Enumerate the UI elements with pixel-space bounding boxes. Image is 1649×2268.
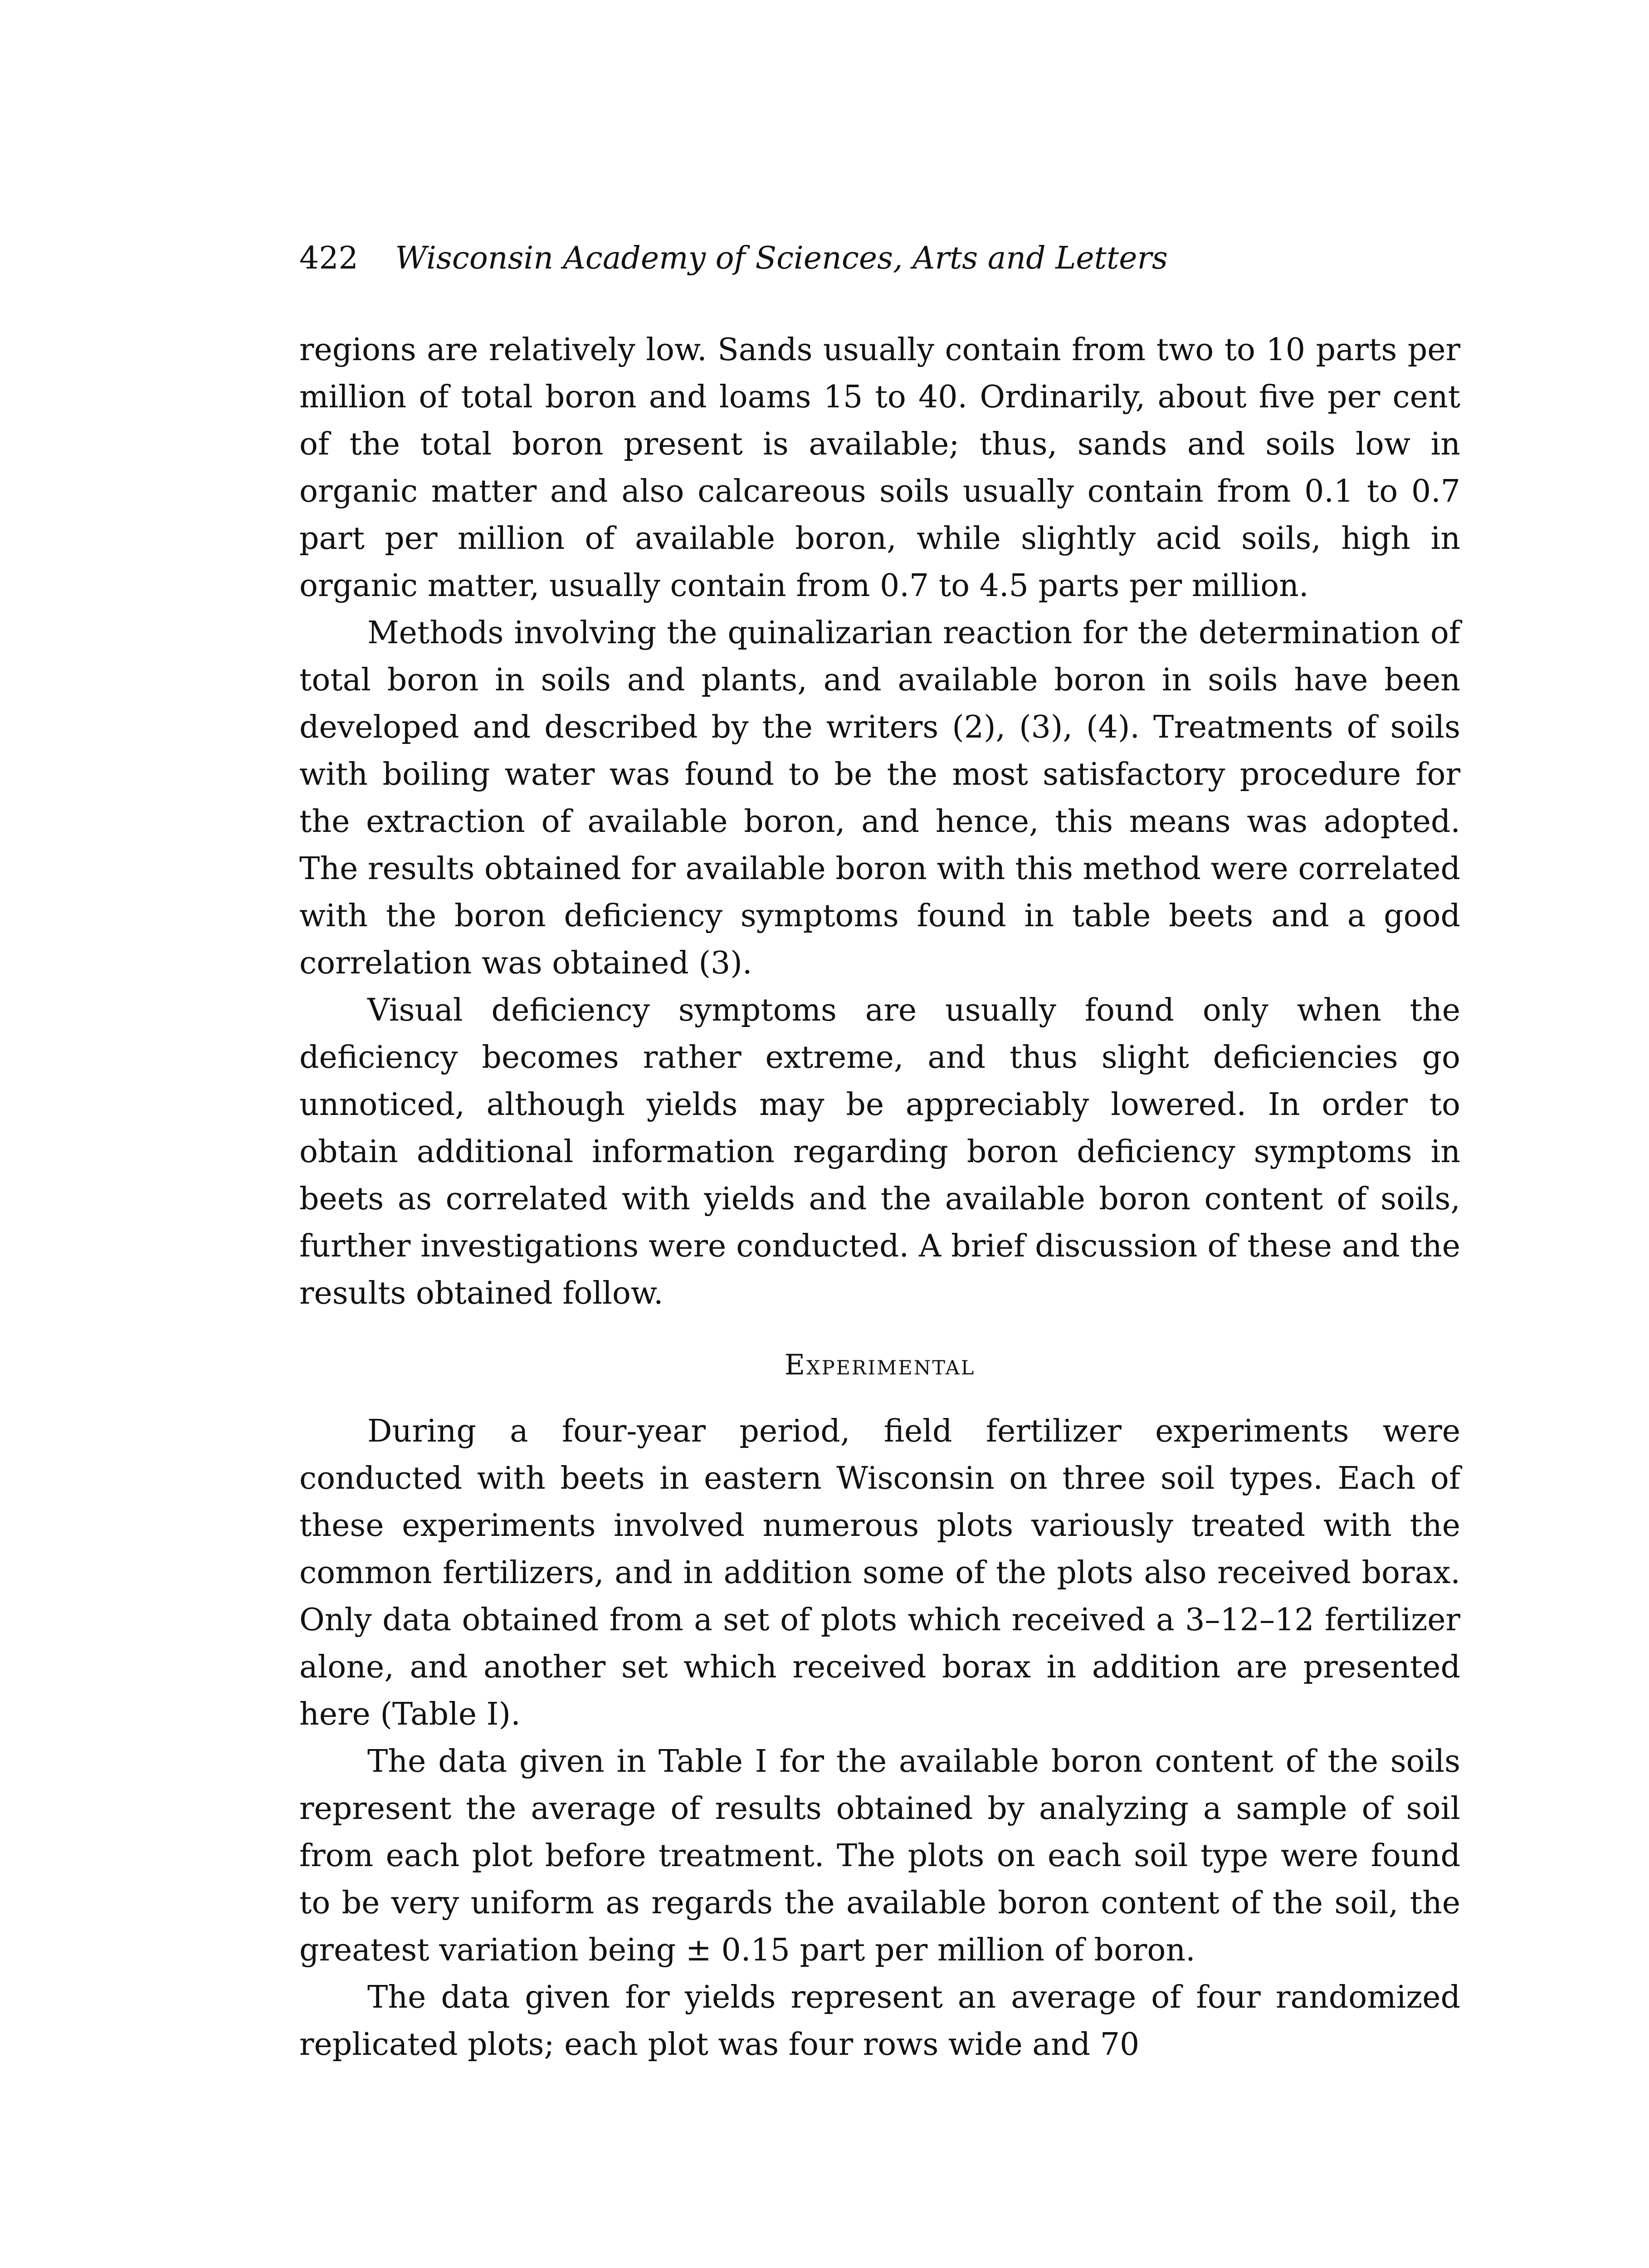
paragraph-yields: The data given for yields represent an average of four randomized replicated plots; each plot was four rows wide and 70 [299, 1980, 1460, 2063]
running-header [299, 236, 1460, 281]
paragraph-boron-content: The data given in Table I for the available boron content of the soils represent the average of results obtained by analyzing a sample of soil from each plot before treatment. The plots on each soil type were found to be very uniform as regards the available boron content of the soil, the greatest variation being ± 0.15 part per million of boron. [299, 1744, 1460, 1968]
section-heading-experimental: Experimental [784, 1348, 976, 1381]
paragraph-visual-symptoms: Visual deficiency symptoms are usually found only when the deficiency becomes rather extreme, and thus slight deficiencies go unnoticed, although yields may be appreciably lowered. In order to obtain additional information regarding boron deficiency symptoms in beets as correlated with yields and the available boron content of soils, further investigations were conducted. A brief discussion of these and the results obtained follow. [299, 992, 1460, 1311]
paragraph-continued: regions are relatively low. Sands usually contain from two to 10 parts per million of total boron and loams 15 to 40. Ordinarily, about five per cent of the total boron present is available; thus, sands and soils low in organic matter and also calcareous soils usually contain from 0.1 to 0.7 part per million of available boron, while slightly acid soils, high in organic matter, usually contain from 0.7 to 4.5 parts per million. [299, 332, 1460, 604]
paragraph-field-experiments: During a four-year period, field fertilizer experiments were conducted with beets in eastern Wisconsin on three soil types. Each of these experiments involved numerous plots variously treated with the common fertilizers, and in addition some of the plots also received borax. Only data obtained from a set of plots which received a 3–12–12 fertilizer alone, and another set which received borax in addition are presented here (Table I). [299, 1413, 1460, 1732]
page-number: 422 [299, 240, 358, 276]
paragraph-methods: Methods involving the quinalizarian reaction for the determination of total boron in soils and plants, and available boron in soils have been developed and described by the writers (2), (3), (4). Treatments of soils with boiling water was found to be the most satisfactory procedure for the extraction of available boron, and hence, this means was adopted. The results obtained for available boron with this method were correlated with the boron deficiency symptoms found in table beets and a good correlation was obtained (3). [299, 615, 1460, 981]
body-text [299, 327, 1460, 2068]
journal-title: Wisconsin Academy of Sciences, Arts and Letters [395, 240, 1168, 276]
